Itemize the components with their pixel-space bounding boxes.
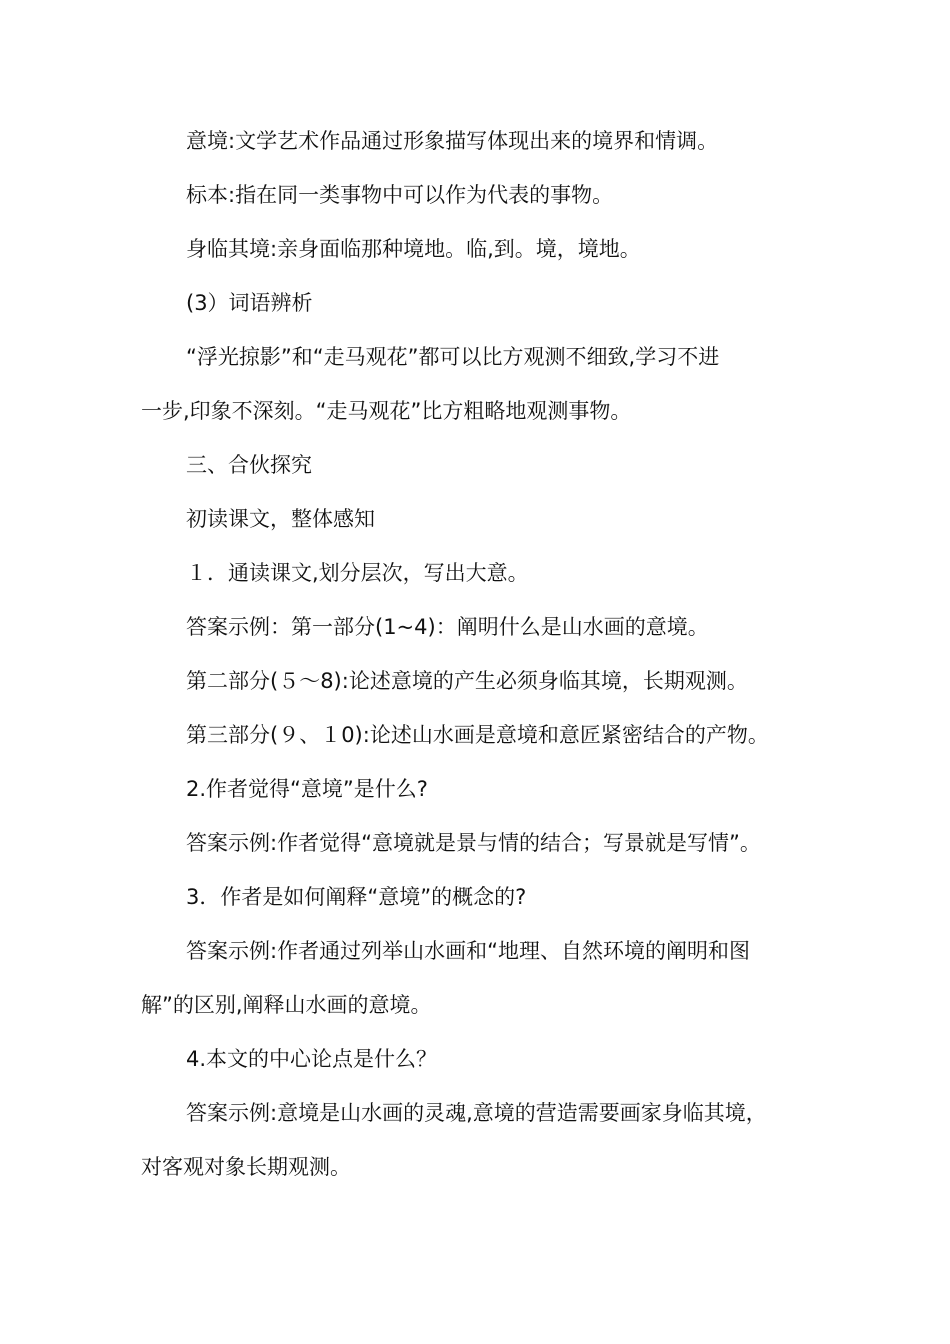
answer-3-line-1: 答案示例:作者通过列举山水画和“地理、自然环境的阐明和图 [186, 939, 750, 963]
subheading-first-reading: 初读课文，整体感知 [186, 507, 375, 531]
question-4: 4.本文的中心论点是什么？ [186, 1047, 438, 1071]
paragraph-line-6: 一步,印象不深刻。“走马观花”比方粗略地观测事物。 [141, 399, 632, 423]
answer-4-line-2: 对客观对象长期观测。 [141, 1155, 351, 1179]
section-heading-inquiry: 三、合伙探究 [186, 453, 312, 477]
answer-2: 答案示例:作者觉得“意境就是景与情的结合；写景就是写情”。 [186, 831, 761, 855]
paragraph-line-5: “浮光掠影”和“走马观花”都可以比方观测不细致,学习不进 [186, 345, 720, 369]
section-heading-word-analysis: (3）词语辨析 [186, 291, 313, 315]
answer-3-line-2: 解”的区别,阐释山水画的意境。 [141, 993, 432, 1017]
question-2: 2.作者觉得“意境”是什么? [186, 777, 428, 801]
answer-1-part-3: 第三部分(９、１0):论述山水画是意境和意匠紧密结合的产物。 [186, 723, 769, 747]
answer-1-part-1: 答案示例：第一部分(1~4)：阐明什么是山水画的意境。 [186, 615, 709, 639]
answer-1-part-2: 第二部分(５～8):论述意境的产生必须身临其境，长期观测。 [186, 669, 748, 693]
answer-4-line-1: 答案示例:意境是山水画的灵魂,意境的营造需要画家身临其境， [186, 1101, 767, 1125]
paragraph-line-1: 意境:文学艺术作品通过形象描写体现出来的境界和情调。 [186, 129, 719, 153]
paragraph-line-2: 标本:指在同一类事物中可以作为代表的事物。 [186, 183, 614, 207]
question-1: １．通读课文,划分层次，写出大意。 [186, 561, 529, 585]
paragraph-line-3: 身临其境:亲身面临那种境地。临,到。境，境地。 [186, 237, 641, 261]
question-3: 3．作者是如何阐释“意境”的概念的? [186, 885, 527, 909]
